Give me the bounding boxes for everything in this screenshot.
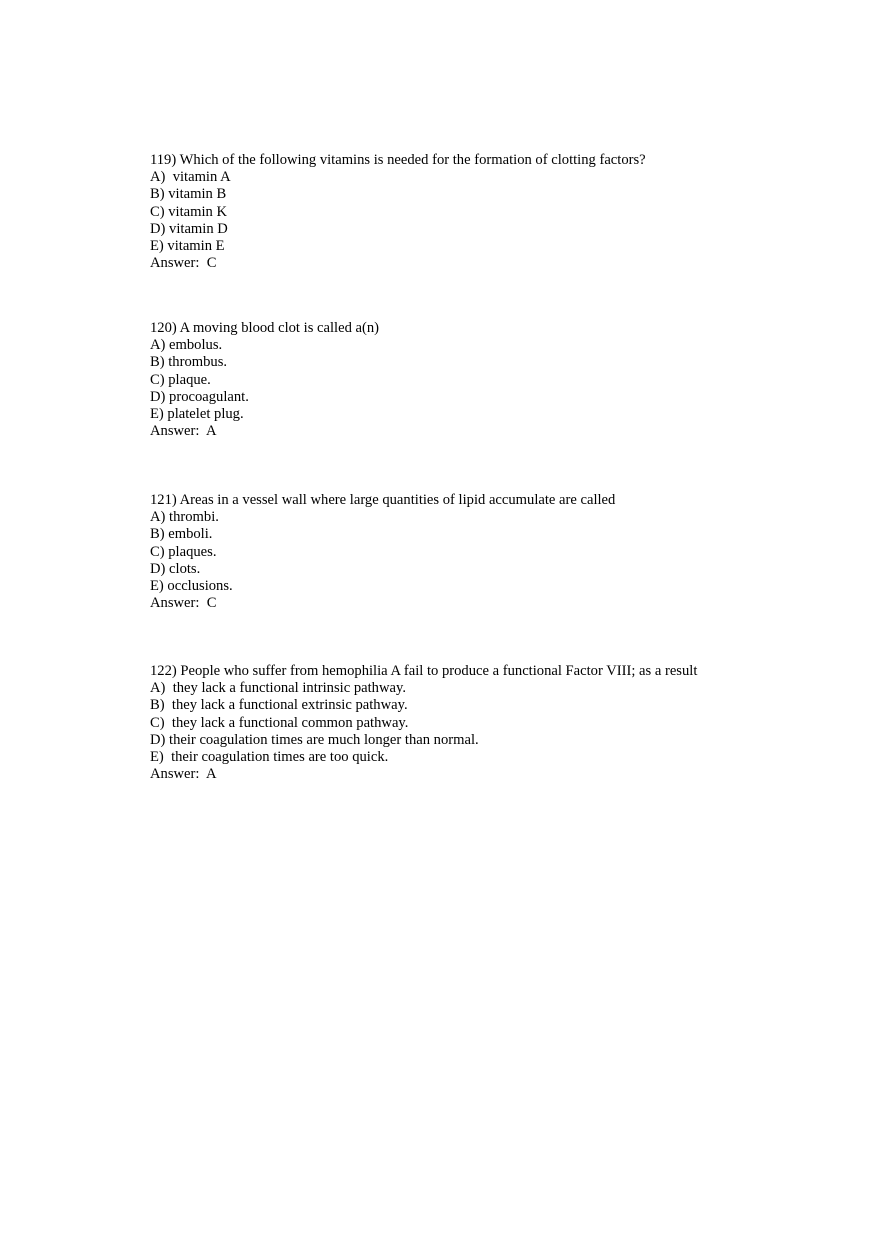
option-b: B) they lack a functional extrinsic pathway.: [150, 697, 408, 714]
question-121: [150, 492, 850, 612]
option-a: A) embolus.: [150, 337, 223, 354]
option-c: C) plaque.: [150, 371, 211, 388]
option-e: E) occlusions.: [150, 578, 233, 595]
option-a: A) thrombi.: [150, 509, 219, 526]
option-b: B) vitamin B: [150, 186, 227, 203]
option-d: D) vitamin D: [150, 220, 228, 237]
question-prompt: 122) People who suffer from hemophilia A fail to produce a functional Factor VIII; as a result: [150, 663, 698, 679]
question-119: [150, 152, 850, 272]
answer: Answer: C: [150, 255, 217, 272]
option-d: D) clots.: [150, 560, 201, 577]
option-a: A) vitamin A: [150, 169, 231, 186]
question-prompt: 121) Areas in a vessel wall where large quantities of lipid accumulate are called: [150, 492, 616, 508]
option-a: A) they lack a functional intrinsic pathway.: [150, 680, 406, 697]
question-prompt: 120) A moving blood clot is called a(n): [150, 320, 380, 336]
question-120: [150, 320, 850, 440]
answer: Answer: C: [150, 595, 217, 612]
option-d: D) procoagulant.: [150, 388, 249, 405]
option-b: B) emboli.: [150, 526, 213, 543]
option-e: E) platelet plug.: [150, 406, 244, 423]
option-c: C) plaques.: [150, 543, 217, 560]
option-c: C) vitamin K: [150, 203, 228, 220]
answer: Answer: A: [150, 423, 217, 440]
option-d: D) their coagulation times are much longer than normal.: [150, 731, 479, 748]
question-122: [150, 663, 850, 783]
option-e: E) vitamin E: [150, 238, 225, 255]
option-b: B) thrombus.: [150, 354, 228, 371]
option-e: E) their coagulation times are too quick.: [150, 749, 389, 766]
question-prompt: 119) Which of the following vitamins is needed for the formation of clotting factors?: [150, 152, 646, 168]
option-c: C) they lack a functional common pathway.: [150, 714, 409, 731]
answer: Answer: A: [150, 766, 217, 783]
